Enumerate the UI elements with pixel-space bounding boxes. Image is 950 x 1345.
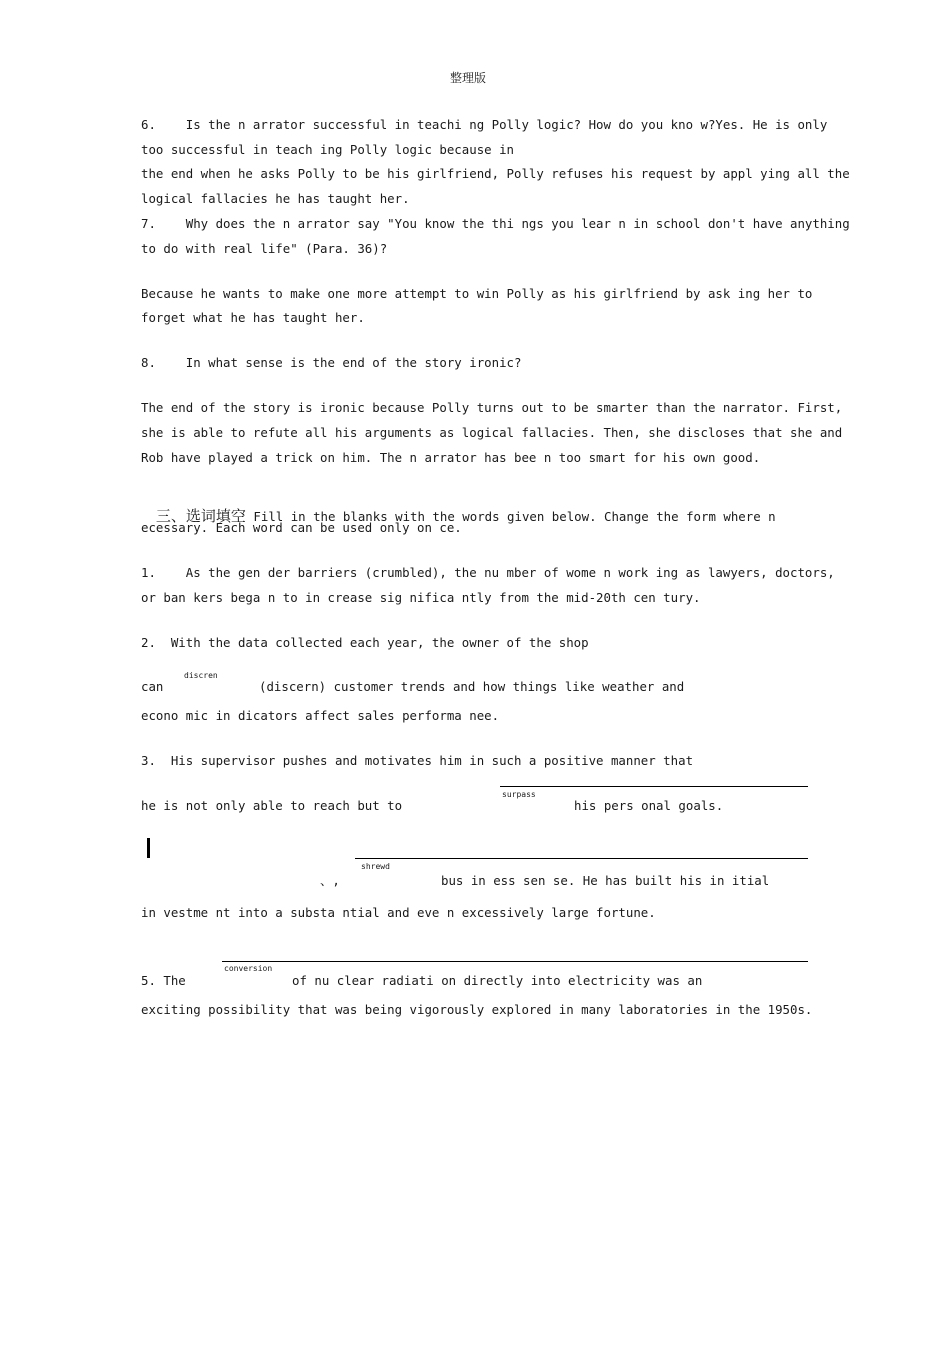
fill-5-answer: conversion bbox=[224, 964, 273, 973]
fill-3-answer-rule bbox=[500, 786, 808, 787]
fill-5-line-1b: of nu clear radiati on directly into electricity was an bbox=[292, 973, 703, 988]
q6-line-4: logical fallacies he has taught her. bbox=[141, 191, 410, 206]
fill-2-line-2b: (discern) customer trends and how things like weather and bbox=[259, 679, 685, 694]
section-3-title-cn: 三、选词填空 bbox=[155, 507, 246, 525]
a7-line-1: Because he wants to make one more attempt to win Polly as his girlfriend by ask ing her to bbox=[141, 286, 813, 301]
fill-1-line-1: 1. As the gen der barriers (crumbled), the nu mber of wome n work ing as lawyers, doctors, bbox=[141, 565, 835, 580]
q6-line-2: too successful in teach ing Polly logic because in bbox=[141, 142, 514, 157]
section-3-instructions-line-2: ecessary. Each word can be used only on ce. bbox=[141, 520, 462, 535]
fill-4-line-1: bus in ess sen se. He has built his in itial bbox=[441, 873, 770, 888]
q6-line-3: the end when he asks Polly to be his girlfriend, Polly refuses his request by appl ying all the bbox=[141, 166, 850, 181]
fill-3-line-1: 3. His supervisor pushes and motivates him in such a positive manner that bbox=[141, 753, 694, 768]
q6-line-1: 6. Is the n arrator successful in teachi ng Polly logic? How do you kno w?Yes. He is only bbox=[141, 117, 828, 132]
fill-3-answer: surpass bbox=[502, 790, 536, 799]
fill-2-line-2a: can bbox=[141, 679, 164, 694]
a8-line-3: Rob have played a trick on him. The n arrator has bee n too smart for his own good. bbox=[141, 450, 761, 465]
fill-4-punctuation: 、, bbox=[320, 873, 340, 888]
fill-5-line-2: exciting possibility that was being vigorously explored in many laboratories in the 1950s. bbox=[141, 1002, 813, 1017]
fill-2-line-3: econo mic in dicators affect sales performa nee. bbox=[141, 708, 500, 723]
a8-line-1: The end of the story is ironic because Polly turns out to be smarter than the narrator. First, bbox=[141, 400, 843, 415]
fill-2-answer: discren bbox=[184, 671, 218, 680]
section-3-instructions: Fill in the blanks with the words given below. Change the form where n bbox=[245, 509, 776, 524]
fill-5-answer-rule bbox=[222, 961, 808, 962]
q8-line: 8. In what sense is the end of the story ironic? bbox=[141, 355, 522, 370]
fill-5-line-1a: 5. The bbox=[141, 973, 186, 988]
a8-line-2: she is able to refute all his arguments as logical fallacies. Then, she discloses that she and bbox=[141, 425, 843, 440]
fill-4-line-2: in vestme nt into a substa ntial and eve n excessively large fortune. bbox=[141, 905, 656, 920]
q7-line-1: 7. Why does the n arrator say "You know the thi ngs you lear n in school don't have anything bbox=[141, 216, 850, 231]
fill-3-line-2a: he is not only able to reach but to bbox=[141, 798, 403, 813]
vertical-mark bbox=[147, 838, 150, 858]
fill-1-line-2: or ban kers bega n to in crease sig nifica ntly from the mid-20th cen tury. bbox=[141, 590, 701, 605]
fill-4-answer: shrewd bbox=[361, 862, 390, 871]
fill-2-line-1: 2. With the data collected each year, the owner of the shop bbox=[141, 635, 589, 650]
fill-4-answer-rule bbox=[355, 858, 808, 859]
a7-line-2: forget what he has taught her. bbox=[141, 310, 365, 325]
q7-line-2: to do with real life" (Para. 36)? bbox=[141, 241, 388, 256]
fill-3-line-2b: his pers onal goals. bbox=[574, 798, 724, 813]
page-header: 整理版 bbox=[450, 71, 487, 85]
